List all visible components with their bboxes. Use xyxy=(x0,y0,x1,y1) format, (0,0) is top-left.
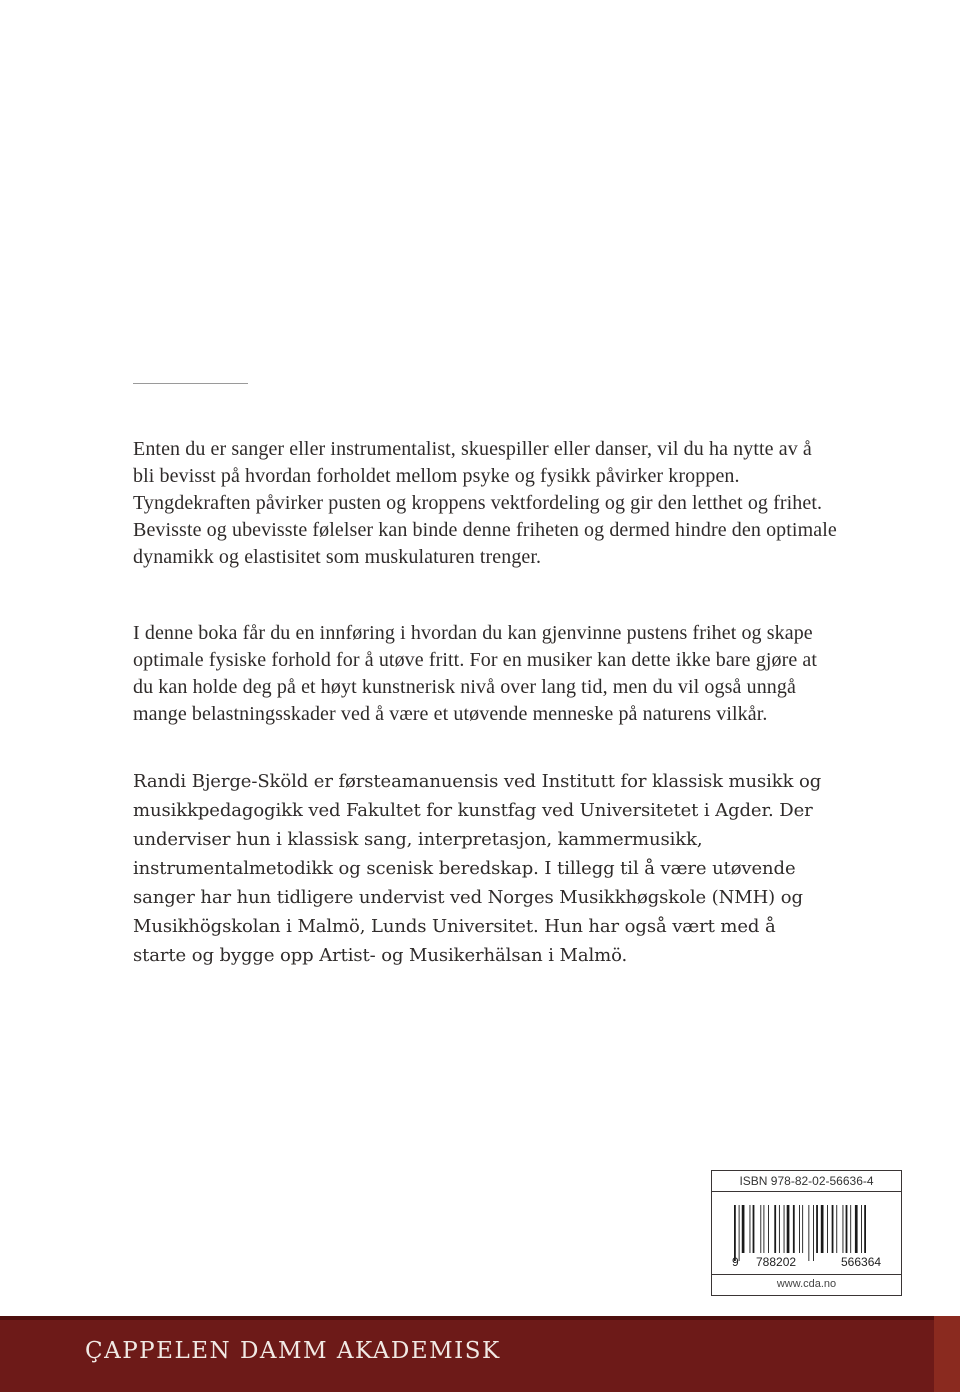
barcode-bar xyxy=(846,1205,848,1253)
barcode-bar xyxy=(799,1205,800,1253)
barcode-bar xyxy=(832,1205,834,1253)
barcode-bar xyxy=(753,1205,755,1253)
barcode-first-digit: 9 xyxy=(732,1255,739,1269)
barcode-bar xyxy=(739,1205,740,1261)
barcode-bar xyxy=(784,1205,785,1253)
barcode-bar xyxy=(787,1205,790,1253)
barcode-bar xyxy=(808,1205,809,1261)
barcode-bar xyxy=(760,1205,761,1253)
publisher-logo: ÇAPPELEN DAMM AKADEMISK xyxy=(85,1338,501,1364)
isbn-divider xyxy=(712,1191,901,1192)
barcode-bar xyxy=(750,1205,751,1253)
barcode-right-group: 566364 xyxy=(841,1255,882,1269)
intro-paragraph: Enten du er sanger eller instrumentalist, skuespiller eller danser, vil du ha nytte av å bli bevisst på hvordan forholdet mellom psyke og fysikk påvirker kroppen. Tyngdekraften påvirker pusten og kroppens vektfordeling og gir den letthet og frihet. Bevisste og ubevisste følelser kan binde denne friheten og dermed hindre den optimale dynamikk og elastisitet som muskulaturen trenger. xyxy=(133,438,837,568)
publisher-url: www.cda.no xyxy=(776,1278,837,1290)
barcode-bar xyxy=(843,1205,844,1253)
isbn-number: ISBN 978-82-02-56636-4 xyxy=(739,1174,874,1188)
barcode-bar xyxy=(763,1205,764,1253)
barcode-bar xyxy=(816,1205,818,1253)
barcode-bar xyxy=(827,1205,828,1253)
barcode-bar xyxy=(836,1205,837,1253)
barcode-left-group: 788202 xyxy=(756,1255,797,1269)
barcode-bar xyxy=(774,1205,776,1253)
barcode-bar xyxy=(802,1205,803,1253)
barcode-bar xyxy=(821,1205,824,1253)
barcode xyxy=(732,1205,902,1261)
barcode-bar xyxy=(768,1205,769,1253)
barcode-bar xyxy=(734,1205,736,1261)
barcode-bar xyxy=(779,1205,780,1253)
barcode-bar xyxy=(855,1205,858,1253)
url-divider xyxy=(712,1274,901,1275)
barcode-bar xyxy=(861,1205,862,1253)
barcode-bar xyxy=(742,1205,745,1253)
barcode-bar xyxy=(864,1205,866,1253)
barcode-bar xyxy=(793,1205,795,1253)
publisher-band xyxy=(0,1316,960,1392)
barcode-bar xyxy=(813,1205,814,1261)
isbn-barcode-box xyxy=(711,1170,902,1296)
barcode-bar xyxy=(850,1205,851,1253)
section-divider xyxy=(133,383,248,384)
book-description-paragraph: I denne boka får du en innføring i hvordan du kan gjenvinne pustens frihet og skape optimale fysiske forhold for å utøve fritt. For en musiker kan dette ikke bare gjøre at du kan holde deg på et høyt kunstnerisk nivå over lang tid, men du vil også unngå mange belastningsskader ved å være et utøvende menneske på naturens vilkår. xyxy=(133,622,818,725)
author-bio-paragraph: Randi Bjerge-Sköld er førsteamanuensis ved Institutt for klassisk musikk og musikkpedagogikk ved Fakultet for kunstfag ved Universitetet i Agder. Der underviser hun i klassisk sang, interpretasjon, kammermusikk, instrumentalmetodikk og scenisk beredskap. I tillegg til å være utøvende sanger har hun tidligere undervist ved Norges Musikkhøgskole (NMH) og Musikhögskolan i Malmö, Lunds Universitet. Hun har også vært med å starte og bygge opp Artist- og Musikerhälsan i Malmö. xyxy=(133,771,822,966)
